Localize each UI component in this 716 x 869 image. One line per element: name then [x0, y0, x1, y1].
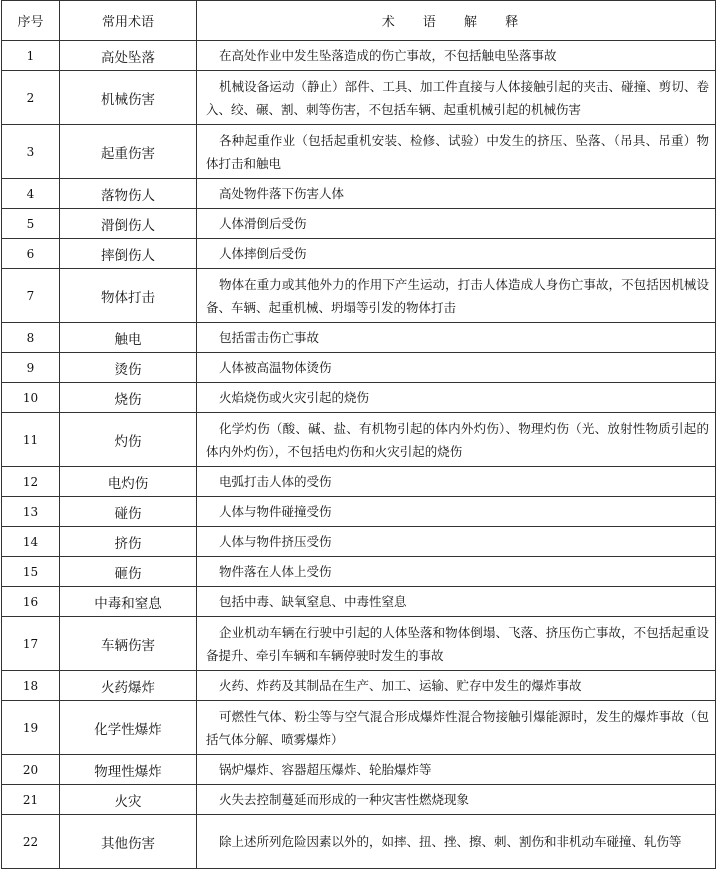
table-row [2, 815, 716, 869]
table-row [2, 383, 716, 413]
table-row [2, 755, 716, 785]
table-row [2, 353, 716, 383]
row-number: 22 [2, 815, 60, 869]
row-number: 8 [2, 323, 60, 353]
row-description: 包括中毒、缺氧窒息、中毒性窒息 [197, 587, 716, 617]
row-number: 1 [2, 41, 60, 71]
row-number: 4 [2, 179, 60, 209]
row-number: 18 [2, 671, 60, 701]
row-description: 人体与物件碰撞受伤 [197, 497, 716, 527]
row-description: 人体被高温物体烫伤 [197, 353, 716, 383]
row-description: 电弧打击人体的受伤 [197, 467, 716, 497]
row-term: 机械伤害 [60, 71, 197, 125]
header-term: 常用术语 [60, 1, 197, 41]
row-number: 15 [2, 557, 60, 587]
hazard-terms-table [1, 0, 716, 869]
header-explanation: 术 语 解 释 [197, 1, 716, 41]
row-description: 锅炉爆炸、容器超压爆炸、轮胎爆炸等 [197, 755, 716, 785]
row-description: 高处物件落下伤害人体 [197, 179, 716, 209]
row-description: 包括雷击伤亡事故 [197, 323, 716, 353]
table-row [2, 497, 716, 527]
row-description: 可燃性气体、粉尘等与空气混合形成爆炸性混合物接触引爆能源时，发生的爆炸事故（包括气体分解、喷雾爆炸） [197, 701, 716, 755]
row-description: 各种起重作业（包括起重机安装、检修、试验）中发生的挤压、坠落、（吊具、吊重）物体打击和触电 [197, 125, 716, 179]
table-row [2, 701, 716, 755]
row-description: 在高处作业中发生坠落造成的伤亡事故，不包括触电坠落事故 [197, 41, 716, 71]
row-term: 触电 [60, 323, 197, 353]
table-row [2, 467, 716, 497]
table-row [2, 125, 716, 179]
row-number: 14 [2, 527, 60, 557]
row-number: 3 [2, 125, 60, 179]
row-term: 烧伤 [60, 383, 197, 413]
row-term: 挤伤 [60, 527, 197, 557]
row-number: 21 [2, 785, 60, 815]
row-description: 物件落在人体上受伤 [197, 557, 716, 587]
table-row [2, 209, 716, 239]
row-term: 烫伤 [60, 353, 197, 383]
row-term: 碰伤 [60, 497, 197, 527]
header-number: 序号 [2, 1, 60, 41]
row-term: 电灼伤 [60, 467, 197, 497]
row-description: 企业机动车辆在行驶中引起的人体坠落和物体倒塌、飞落、挤压伤亡事故，不包括起重设备提升、牵引车辆和车辆停驶时发生的事故 [197, 617, 716, 671]
row-term: 其他伤害 [60, 815, 197, 869]
table-row [2, 413, 716, 467]
row-description: 化学灼伤（酸、碱、盐、有机物引起的体内外灼伤）、物理灼伤（光、放射性物质引起的体内外灼伤），不包括电灼伤和火灾引起的烧伤 [197, 413, 716, 467]
table-row [2, 557, 716, 587]
row-term: 落物伤人 [60, 179, 197, 209]
row-term: 车辆伤害 [60, 617, 197, 671]
row-number: 11 [2, 413, 60, 467]
table-row [2, 671, 716, 701]
table-row [2, 179, 716, 209]
row-term: 起重伤害 [60, 125, 197, 179]
row-number: 17 [2, 617, 60, 671]
row-number: 13 [2, 497, 60, 527]
table-row [2, 587, 716, 617]
row-number: 20 [2, 755, 60, 785]
table-row [2, 617, 716, 671]
row-description: 火失去控制蔓延而形成的一种灾害性燃烧现象 [197, 785, 716, 815]
row-number: 16 [2, 587, 60, 617]
table-row [2, 785, 716, 815]
row-term: 火灾 [60, 785, 197, 815]
row-description: 火药、炸药及其制品在生产、加工、运输、贮存中发生的爆炸事故 [197, 671, 716, 701]
row-term: 灼伤 [60, 413, 197, 467]
row-description: 人体与物件挤压受伤 [197, 527, 716, 557]
row-term: 物理性爆炸 [60, 755, 197, 785]
row-description: 物体在重力或其他外力的作用下产生运动，打击人体造成人身伤亡事故，不包括因机械设备、车辆、起重机械、坍塌等引发的物体打击 [197, 269, 716, 323]
row-term: 摔倒伤人 [60, 239, 197, 269]
header-row [2, 1, 716, 41]
row-description: 人体滑倒后受伤 [197, 209, 716, 239]
row-description: 火焰烧伤或火灾引起的烧伤 [197, 383, 716, 413]
table-row [2, 41, 716, 71]
row-term: 高处坠落 [60, 41, 197, 71]
row-term: 化学性爆炸 [60, 701, 197, 755]
table-row [2, 527, 716, 557]
row-term: 物体打击 [60, 269, 197, 323]
row-term: 滑倒伤人 [60, 209, 197, 239]
row-number: 19 [2, 701, 60, 755]
row-term: 砸伤 [60, 557, 197, 587]
row-term: 中毒和窒息 [60, 587, 197, 617]
table-row [2, 269, 716, 323]
row-description: 机械设备运动（静止）部件、工具、加工件直接与人体接触引起的夹击、碰撞、剪切、卷入、绞、碾、割、刺等伤害，不包括车辆、起重机械引起的机械伤害 [197, 71, 716, 125]
row-term: 火药爆炸 [60, 671, 197, 701]
row-number: 10 [2, 383, 60, 413]
row-number: 2 [2, 71, 60, 125]
row-description: 除上述所列危险因素以外的，如摔、扭、挫、擦、刺、割伤和非机动车碰撞、轧伤等 [197, 815, 716, 869]
row-number: 12 [2, 467, 60, 497]
row-number: 5 [2, 209, 60, 239]
row-number: 6 [2, 239, 60, 269]
table-row [2, 323, 716, 353]
table-row [2, 239, 716, 269]
table-row [2, 71, 716, 125]
row-number: 7 [2, 269, 60, 323]
row-number: 9 [2, 353, 60, 383]
row-description: 人体摔倒后受伤 [197, 239, 716, 269]
